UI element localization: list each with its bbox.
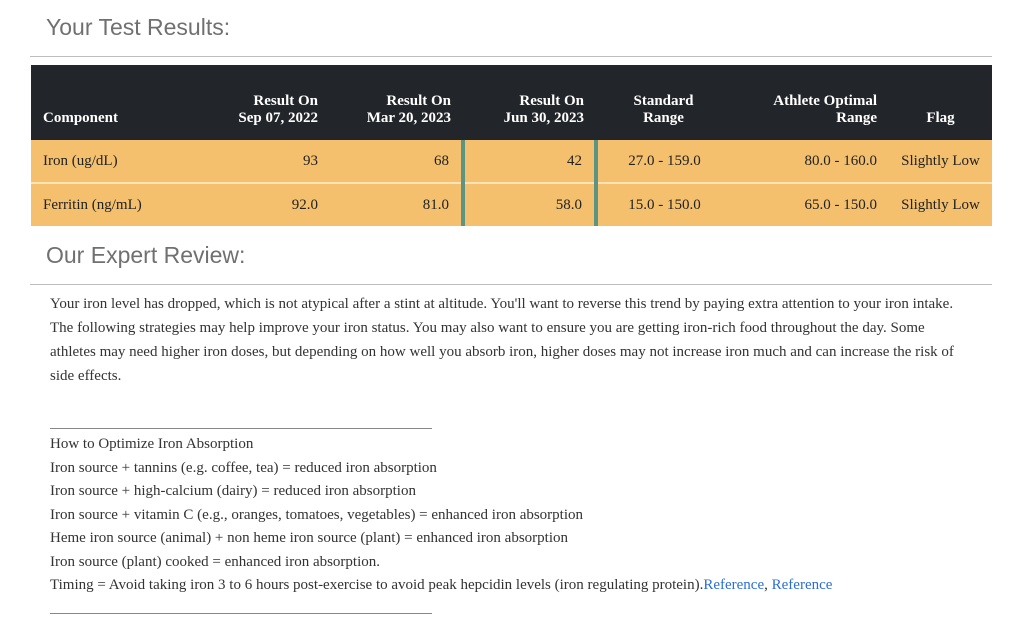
reference-link[interactable]: Reference — [703, 577, 765, 593]
header-component: Component — [31, 65, 201, 140]
iron-absorption-tips — [50, 433, 832, 598]
timing-text: Timing = Avoid taking iron 3 to 6 hours post-exercise to avoid peak hepcidin levels (iron regulating protein). — [50, 577, 704, 593]
header-standard-range: Standard Range — [596, 65, 731, 140]
result-cell: 93 — [201, 140, 330, 183]
standard-range-cell: 27.0 - 159.0 — [596, 140, 731, 183]
expert-review-text: Your iron level has dropped, which is not atypical after a stint at altitude. You'll want to reverse this trend by paying extra attention to your iron intake. The following strategies may help improve your iron status. You may also want to ensure you are getting iron-rich food throughout the day. Some athletes may need higher iron doses, but depending on how well you absorb iron, higher doses may not increase iron much and can increase the risk of side effects. — [50, 296, 954, 384]
table-row — [31, 140, 992, 183]
result-cell: 92.0 — [201, 183, 330, 226]
flag-cell: Slightly Low — [889, 140, 992, 183]
reference-separator: , — [764, 577, 772, 593]
result-cell: 68 — [330, 140, 463, 183]
divider — [30, 56, 992, 57]
result-cell: 42 — [463, 140, 596, 183]
results-table — [31, 65, 992, 226]
header-result-mar-2023: Result On Mar 20, 2023 — [330, 65, 463, 140]
tip-line: Heme iron source (animal) + non heme iron source (plant) = enhanced iron absorption — [50, 530, 568, 546]
component-cell: Iron (ug/dL) — [31, 140, 201, 183]
result-cell: 58.0 — [463, 183, 596, 226]
header-result-sep-2022: Result On Sep 07, 2022 — [201, 65, 330, 140]
expert-review-heading: Our Expert Review: — [46, 242, 246, 268]
tips-heading: How to Optimize Iron Absorption — [50, 436, 254, 452]
reference-link[interactable]: Reference — [771, 577, 833, 593]
table-header-row — [31, 65, 992, 140]
header-result-jun-2023: Result On Jun 30, 2023 — [463, 65, 596, 140]
divider — [50, 428, 432, 429]
timing-line — [50, 574, 832, 598]
tip-line: Iron source (plant) cooked = enhanced iron absorption. — [50, 553, 381, 570]
tip-line: Iron source + high-calcium (dairy) = reduced iron absorption — [50, 483, 416, 499]
flag-cell: Slightly Low — [889, 183, 992, 226]
divider — [50, 613, 432, 614]
optimal-range-cell: 65.0 - 150.0 — [731, 183, 889, 226]
tip-line: Iron source + tannins (e.g. coffee, tea) = reduced iron absorption — [50, 459, 437, 476]
optimal-range-cell: 80.0 - 160.0 — [731, 140, 889, 183]
table-row — [31, 183, 992, 226]
tip-line: Iron source + vitamin C (e.g., oranges, tomatoes, vegetables) = enhanced iron absorption — [50, 506, 584, 523]
divider — [30, 284, 992, 285]
header-flag: Flag — [889, 65, 992, 140]
result-cell: 81.0 — [330, 183, 463, 226]
test-results-heading: Your Test Results: — [46, 14, 231, 40]
header-athlete-optimal-range: Athlete Optimal Range — [731, 65, 889, 140]
standard-range-cell: 15.0 - 150.0 — [596, 183, 731, 226]
component-cell: Ferritin (ng/mL) — [31, 183, 201, 226]
